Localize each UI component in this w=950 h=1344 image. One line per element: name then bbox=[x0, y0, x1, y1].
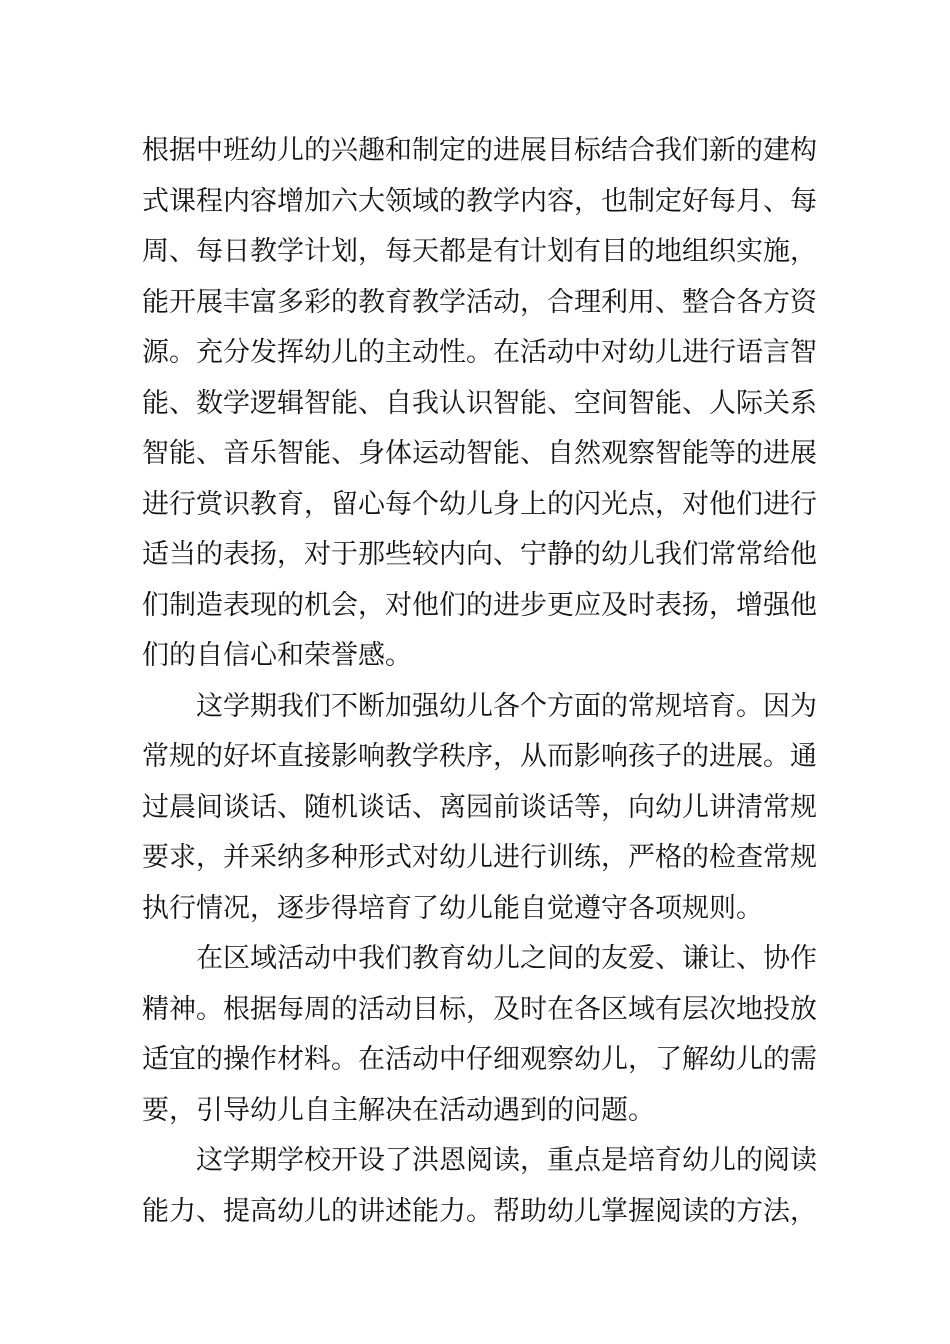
text-line: 要求，并采纳多种形式对幼儿进行训练，严格的检查常规 bbox=[142, 842, 817, 873]
text-line: 能、数学逻辑智能、自我认识智能、空间智能、人际关系 bbox=[142, 387, 817, 419]
text-line: 执行情况，逐步得培育了幼儿能自觉遵守各项规则。 bbox=[142, 892, 763, 924]
text-line: 能力、提高幼儿的讲述能力。帮助幼儿掌握阅读的方法， bbox=[142, 1195, 817, 1227]
text-line: 适宜的操作材料。在活动中仔细观察幼儿，了解幼儿的需 bbox=[142, 1044, 817, 1075]
text-line: 根据中班幼儿的兴趣和制定的进展目标结合我们新的建构 bbox=[142, 135, 817, 166]
text-line: 适当的表扬，对于那些较内向、宁静的幼儿我们常常给他 bbox=[142, 539, 817, 570]
text-line: 常规的好坏直接影响教学秩序，从而影响孩子的进展。通 bbox=[142, 741, 817, 772]
text-line: 进行赏识教育，留心每个幼儿身上的闪光点，对他们进行 bbox=[142, 488, 817, 520]
text-line: 要，引导幼儿自主解决在活动遇到的问题。 bbox=[142, 1094, 655, 1126]
text-line: 们制造表现的机会，对他们的进步更应及时表扬，增强他 bbox=[142, 589, 817, 621]
paragraph-start-line: 在区域活动中我们教育幼儿之间的友爱、谦让、协作 bbox=[196, 943, 817, 974]
paragraph-start-line: 这学期我们不断加强幼儿各个方面的常规培育。因为 bbox=[196, 690, 817, 722]
text-line: 精神。根据每周的活动目标，及时在各区域有层次地投放 bbox=[142, 993, 817, 1025]
paragraph-start-line: 这学期学校开设了洪恩阅读，重点是培育幼儿的阅读 bbox=[196, 1145, 817, 1176]
text-line: 智能、音乐智能、身体运动智能、自然观察智能等的进展 bbox=[142, 438, 817, 469]
text-line: 周、每日教学计划，每天都是有计划有目的地组织实施， bbox=[142, 236, 817, 267]
text-line: 过晨间谈话、随机谈话、离园前谈话等，向幼儿讲清常规 bbox=[142, 791, 817, 823]
text-line: 源。充分发挥幼儿的主动性。在活动中对幼儿进行语言智 bbox=[142, 337, 817, 368]
text-line: 式课程内容增加六大领域的教学内容，也制定好每月、每 bbox=[142, 185, 817, 217]
text-line: 们的自信心和荣誉感。 bbox=[142, 640, 412, 671]
text-line: 能开展丰富多彩的教育教学活动，合理利用、整合各方资 bbox=[142, 286, 817, 318]
document-body bbox=[142, 126, 817, 1237]
